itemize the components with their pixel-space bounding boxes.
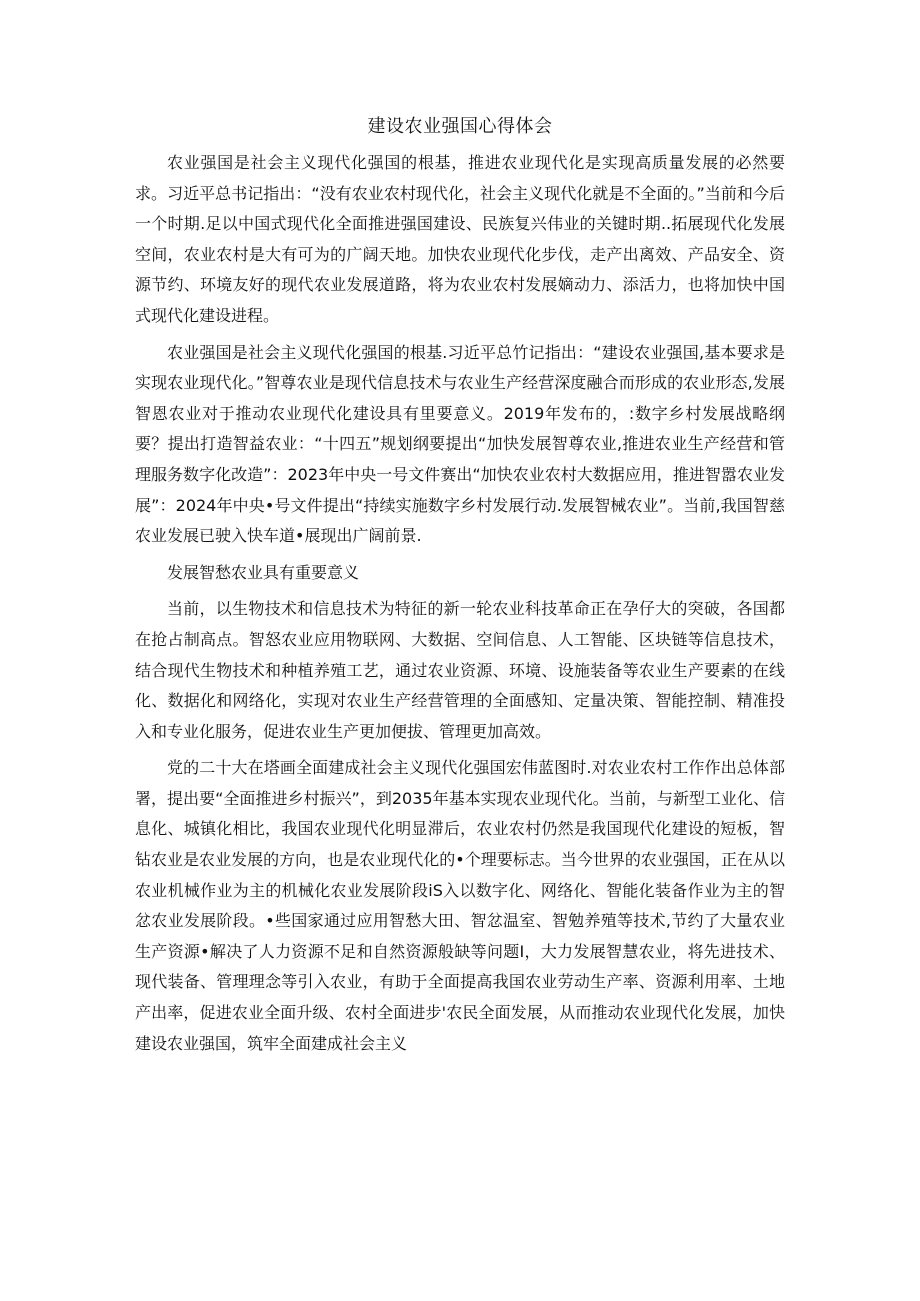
paragraph-2: 农业强国是社会主义现代化强国的根基.习近平总竹记指出：“建设农业强国,基本要求是实现农业现代化。”智尊农业是现代信息技术与农业生产经营深度融合而形成的农业形态,发展智恩农业对于推动农业现代化建设具有里要意义。2019年发布的，:数字乡村发展战略纲要？提出打造智益农业：“十四五”规划纲要提出“加快发展智尊农业,推进农业生产经营和管理服务数字化改造”：2023年中央一号文件赛出“加快农业农村大数据应用，推进智嚣农业发展”：2024年中央•号文件提出“持续实施数字乡村发展行动.发展智械农业”。当前,我国智慈农业发展已驶入快车道•展现出广阔前景. bbox=[135, 342, 785, 546]
paragraph-4: 党的二十大在塔画全面建成社会主义现代化强国宏伟蓝图时.对农业农村工作作出总体部署，提出要“全面推进乡村振兴”，到2035年基本实现农业现代化。当前，与新型工业化、信息化、城镇化相比，我国农业现代化明显滞后，农业农村仍然是我国现代化建设的短板，智钻农业是农业发展的方向，也是农业现代化的•个理要标志。当今世界的农业强国，正在从以农业机械作业为主的机械化农业发展阶段iS入以数字化、网络化、智能化装备作业为主的智忿农业发展阶段。•些国家通过应用智愁大田、智忿温室、智勉养殖等技术,节约了大量农业生产资源•解决了人力资源不足和自然资源般缺等问题I，大力发展智慧农业，将先进技术、现代装备、管理理念等引入农业，有助于全面提高我国农业劳动生产率、资源利用率、土地产出率，促进农业全面升级、农村全面进步'农民全面发展，从而推动农业现代化发展，加快建设农业强国，筑牢全面建成社会主义 bbox=[135, 758, 785, 1053]
document-body bbox=[135, 112, 785, 1065]
paragraph-3: 当前，以生物技术和信息技术为特征的新一轮农业科技革命正在孕仔大的突破，各国都在抢占制高点。智怒农业应用物联网、大数据、空间信息、人工智能、区块链等信息技术，结合现代生物技术和种植养殖工艺，通过农业资源、环境、设施装备等农业生产要素的在线化、数据化和网络化，实现对农业生产经营管理的全面感知、定量决策、智能控制、精准投入和专业化服务，促进农业生产更加便拔、管理更加高效。 bbox=[135, 599, 785, 741]
document-title: 建设农业强国心得体会 bbox=[367, 116, 553, 137]
paragraph-1: 农业强国是社会主义现代化强国的根基，推进农业现代化是实现高质量发展的必然要求。习近平总书记指出：“没有农业农村现代化，社会主义现代化就是不全面的。”当前和今后一个时期.足以中国式现代化全面推进强国建设、民族复兴伟业的关键时期..拓展现代化发展空间，农业农村是大有可为的广阔天地。加快农业现代化步伐，走产出离效、产品安全、资源节约、环境友好的现代农业发展道路，将为农业农村发展嫡动力、添活力，也将加快中国式现代化建设进程。 bbox=[135, 153, 785, 325]
section-heading: 发展智愁农业具有重要意义 bbox=[167, 562, 360, 582]
